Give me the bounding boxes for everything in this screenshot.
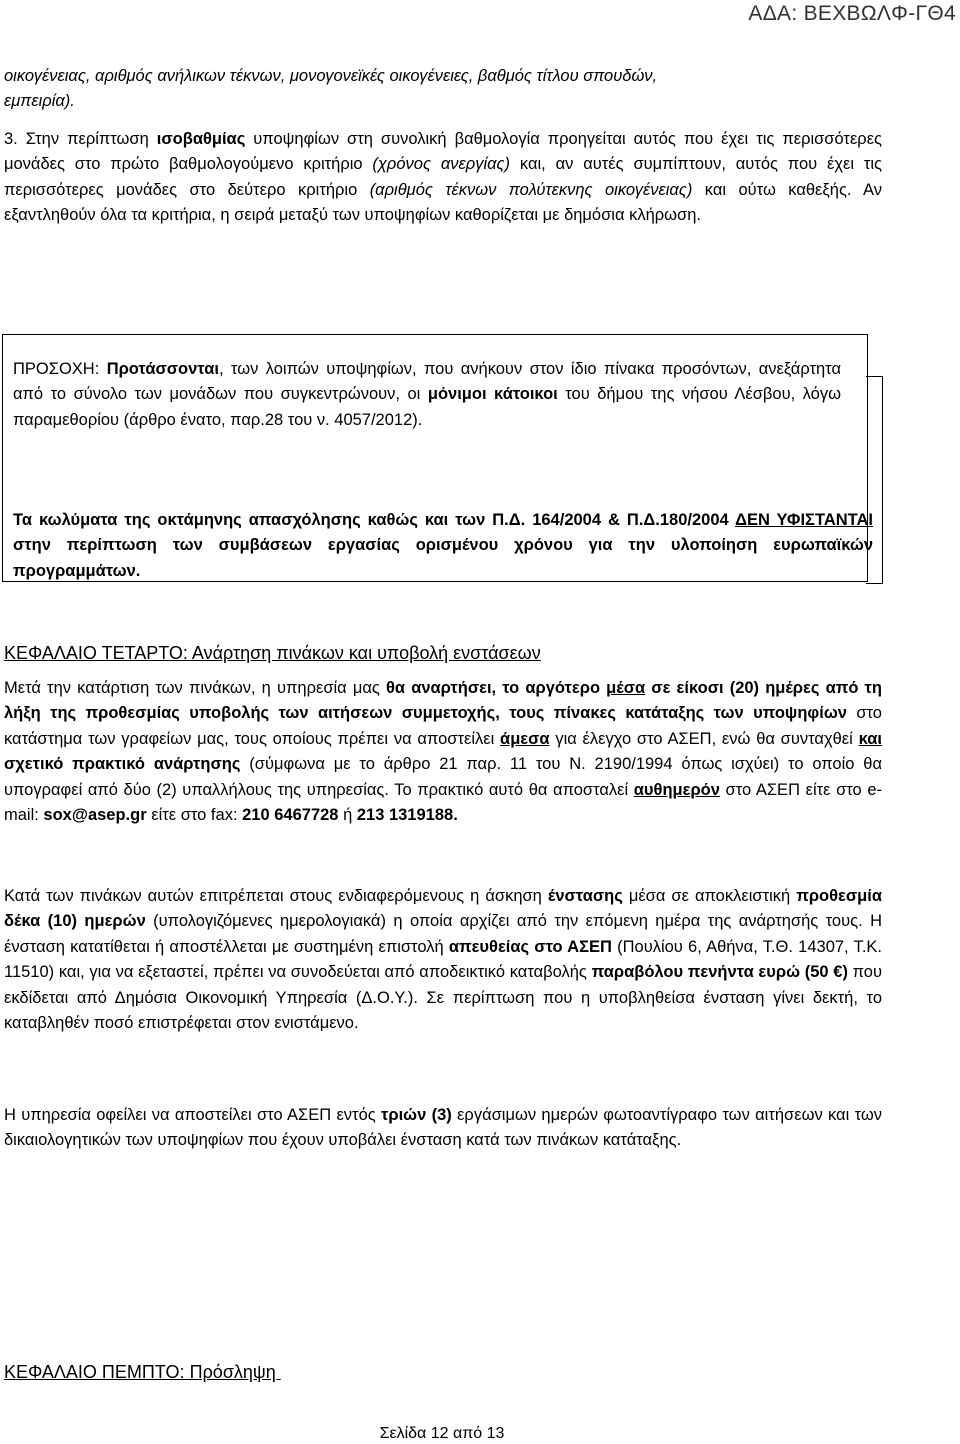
- tiebreak-paragraph: [4, 127, 882, 229]
- chapter-4-paragraph-1: [4, 676, 882, 828]
- paragraph-text: Κατά των πινάκων αυτών επιτρέπεται στους ενδιαφερόμενους η άσκηση: [4, 887, 548, 905]
- notice-text: , των λοιπών υποψηφίων, που ανήκουν στον ίδιο πίνακα προσόντων, ανεξάρτητα από το σύνολο των μονάδων που συγκεντρώνουν, οι: [13, 360, 841, 404]
- notice-label: ΠΡΟΣΟΧΗ:: [13, 360, 107, 378]
- ada-code: ΑΔΑ: ΒΕΧΒΩΛΦ-ΓΘ4: [748, 2, 956, 25]
- chapter-4-paragraph-2: [4, 884, 882, 1036]
- chapter-4-heading: ΚΕΦΑΛΑΙΟ ΤΕΤΑΡΤΟ: Ανάρτηση πινάκων και υποβολή ενστάσεων: [4, 643, 541, 663]
- email-address: sox@asep.gr: [43, 806, 147, 825]
- fax-number: 213 1319188.: [356, 806, 458, 825]
- tiebreak-text: και ούτω καθεξής. Αν εξαντληθούν όλα τα κριτήρια, η σειρά μεταξύ των υποψηφίων καθορίζεται με δημόσια κλήρωση.: [4, 180, 882, 225]
- paragraph-text: εργάσιμων ημερών φωτοαντίγραφο των αιτήσεων και των δικαιολογητικών των υποψηφίων που έχουν υποβάλει ένσταση κατά των πινάκων κατάταξης.: [4, 1106, 882, 1150]
- tiebreak-term: ισοβαθμίας: [156, 130, 246, 148]
- paragraph-emphasis: παραβόλου πενήντα ευρώ (50 €): [591, 963, 848, 982]
- notice-text: στην περίπτωση των συμβάσεων εργασίας ορισμένου χρόνου για την υλοποίηση ευρωπαϊκών προγραμμάτων.: [13, 536, 873, 580]
- paragraph-text: (σύμφωνα με το άρθρο 21 παρ. 11 του Ν. 2190/1994 όπως ισχύει) το οποίο θα υπογραφεί από δύο (2) υπαλλήλους της υπηρεσίας. Το πρακτικό αυτό θα αποσταλεί: [4, 755, 883, 799]
- paragraph-text: που εκδίδεται από Δημόσια Οικονομική Υπηρεσία (Δ.Ο.Υ.). Σε περίπτωση που η υποβληθείσα ένσταση γίνει δεκτή, το καταβληθέν ποσό επιστρέφεται στον ενιστάμενο.: [4, 963, 883, 1033]
- paragraph-text: στο ΑΣΕΠ είτε στο e-mail:: [4, 780, 882, 825]
- paragraph-emphasis: προθεσμία δέκα (10) ημερών: [4, 887, 882, 931]
- intro-line-1: οικογένειας, αριθμός ανήλικων τέκνων, μονογονεϊκές οικογένειες, βαθμός τίτλου σπουδών,: [4, 67, 658, 85]
- paragraph-emphasis: θα αναρτήσει, το αργότερο: [386, 679, 607, 697]
- notice-emphasis: μόνιμοι κάτοικοι: [427, 385, 558, 404]
- tiebreak-text: και, αν αυτές συμπίπτουν, αυτός που έχει τις περισσότερες μονάδες στο δεύτερο κριτήριο: [4, 155, 883, 199]
- intro-paragraph: [4, 64, 882, 115]
- page-number: Σελίδα 12 από 13: [379, 1425, 505, 1442]
- paragraph-emphasis: σε είκοσι (20) ημέρες από τη λήξη της προθεσμίας υποβολής των αιτήσεων συμμετοχής, τους πίνακες κατάταξης των υποψηφίων: [4, 679, 882, 723]
- paragraph-emphasis: τριών (3): [381, 1106, 452, 1124]
- notice-underlined: ΔΕΝ ΥΦΙΣΤΑΝΤΑΙ: [735, 511, 873, 529]
- notice-text: του δήμου της νήσου Λέσβου, λόγω παραμεθορίου (άρθρο ένατο, παρ.28 του ν. 4057/2012).: [13, 385, 841, 429]
- paragraph-text: στο κατάστημα των γραφείων μας, τους οποίους πρέπει να αποστείλει: [4, 704, 882, 748]
- paragraph-emphasis: σχετικό πρακτικό ανάρτησης: [4, 755, 241, 774]
- notice-priority-text: [13, 357, 841, 433]
- tiebreak-criterion-1: (χρόνος ανεργίας): [372, 155, 511, 174]
- paragraph-text: για έλεγχο στο ΑΣΕΠ, ενώ θα συνταχθεί: [549, 729, 859, 748]
- notice-text: Τα κωλύματα της οκτάμηνης απασχόλησης καθώς και των Π.Δ. 164/2004 & Π.Δ.180/2004: [13, 511, 736, 529]
- paragraph-text: Μετά την κατάρτιση των πινάκων, η υπηρεσία μας: [4, 679, 386, 697]
- paragraph-emphasis: και: [858, 729, 882, 748]
- paragraph-emphasis: αυθημερόν: [633, 780, 720, 799]
- notice-impediments-text: [13, 508, 873, 584]
- paragraph-emphasis: μέσα: [606, 679, 646, 697]
- paragraph-text: (Πουλίου 6, Αθήνα, Τ.Θ. 14307, Τ.Κ. 11510) και, για να εξεταστεί, πρέπει να συνοδεύεται από αποδεικτικό καταβολής: [4, 937, 882, 982]
- paragraph-text: Η υπηρεσία οφείλει να αποστείλει στο ΑΣΕΠ εντός: [4, 1106, 382, 1124]
- fax-number: 210 6467728: [242, 806, 339, 825]
- paragraph-emphasis: άμεσα: [500, 729, 550, 748]
- intro-line-2: εμπειρία).: [4, 92, 75, 111]
- paragraph-emphasis: ένστασης: [547, 887, 623, 905]
- paragraph-text: ή: [338, 806, 357, 825]
- notice-box: [2, 334, 873, 582]
- paragraph-text: είτε στο fax:: [146, 806, 243, 825]
- chapter-4-paragraph-3: [4, 1103, 882, 1154]
- tiebreak-criterion-2: (αριθμός τέκνων πολύτεκνης οικογένειας): [369, 180, 693, 199]
- paragraph-text: (υπολογιζόμενες ημερολογιακά) η οποία αρχίζει από την επόμενη ημέρα της ανάρτησής τους. Η ένσταση κατατίθεται ή αποστέλλεται με συστημένη επιστολή: [4, 912, 882, 956]
- notice-emphasis: Προτάσσονται: [106, 360, 219, 378]
- paragraph-text: μέσα σε αποκλειστική: [622, 887, 797, 905]
- chapter-5-heading: ΚΕΦΑΛΑΙΟ ΠΕΜΠΤΟ: Πρόσληψη: [4, 1362, 281, 1382]
- tiebreak-text: υποψηφίων στη συνολική βαθμολογία προηγείται αυτός που έχει τις περισσότερες μονάδες στο πρώτο βαθμολογούμενο κριτήριο: [4, 130, 882, 174]
- tiebreak-text: 3. Στην περίπτωση: [4, 130, 157, 148]
- paragraph-emphasis: απευθείας στο ΑΣΕΠ: [448, 937, 612, 956]
